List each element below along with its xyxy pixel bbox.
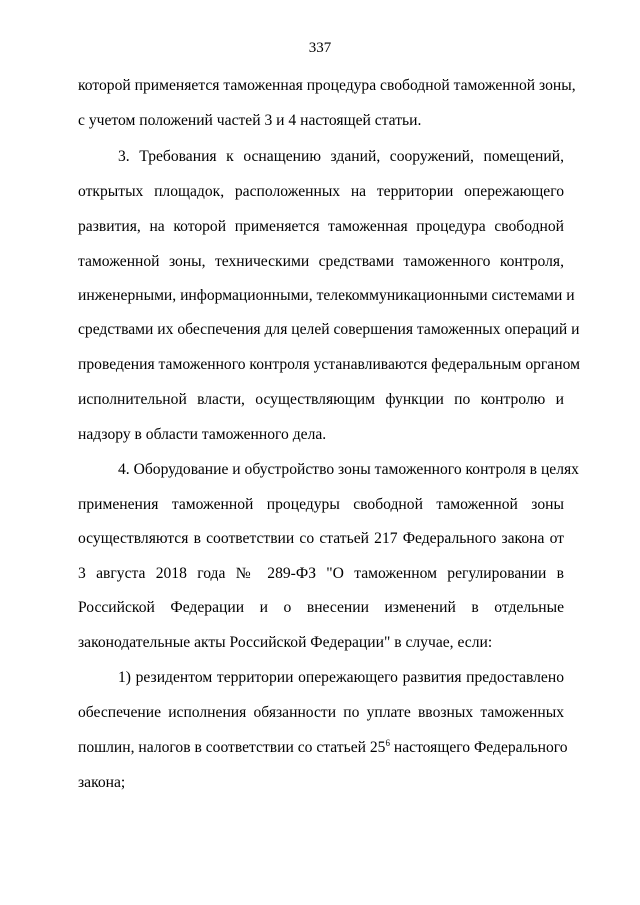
text-line: средствами их обеспечения для целей совершения таможенных операций и [78,321,580,338]
paragraph-start-line: 1) резидентом территории опережающего развития предоставлено [118,669,564,686]
text-line: обеспечение исполнения обязанности по уплате ввозных таможенных [78,704,564,721]
text-line: которой применяется таможенная процедура свободной таможенной зоны, [78,77,576,94]
text-line: проведения таможенного контроля устанавливаются федеральным органом [78,356,580,373]
text-line: таможенной зоны, техническими средствами таможенного контроля, [78,253,564,270]
paragraph-start-line: 3. Требования к оснащению зданий, сооружений, помещений, [118,148,564,165]
text-line: открытых площадок, расположенных на территории опережающего [78,183,564,200]
text-line: надзору в области таможенного дела. [78,426,327,443]
text-line: закона; [78,774,126,791]
text-line: законодательные акты Российской Федерации" в случае, если: [78,634,493,651]
text-line-with-superscript [78,738,568,758]
text-line: с учетом положений частей 3 и 4 настоящей статьи. [78,112,422,129]
text-line: применения таможенной процедуры свободной таможенной зоны [78,496,564,513]
superscript: 6 [385,738,390,748]
paragraph-start-line: 4. Оборудование и обустройство зоны таможенного контроля в целях [118,461,579,478]
text-line: Российской Федерации и о внесении изменений в отдельные [78,599,564,616]
text-line: 3 августа 2018 года № 289-ФЗ "О таможенном регулировании в [78,565,564,582]
text-segment: пошлин, налогов в соответствии со статьей 25 [78,739,386,756]
text-line: исполнительной власти, осуществляющим функции по контролю и [78,391,564,408]
text-line: осуществляются в соответствии со статьей 217 Федерального закона от [78,530,564,547]
text-line: инженерными, информационными, телекоммуникационными системами и [78,287,575,304]
page-number: 337 [308,40,332,56]
text-segment: настоящего Федерального [389,739,568,756]
text-line: развития, на которой применяется таможенная процедура свободной [78,218,564,235]
